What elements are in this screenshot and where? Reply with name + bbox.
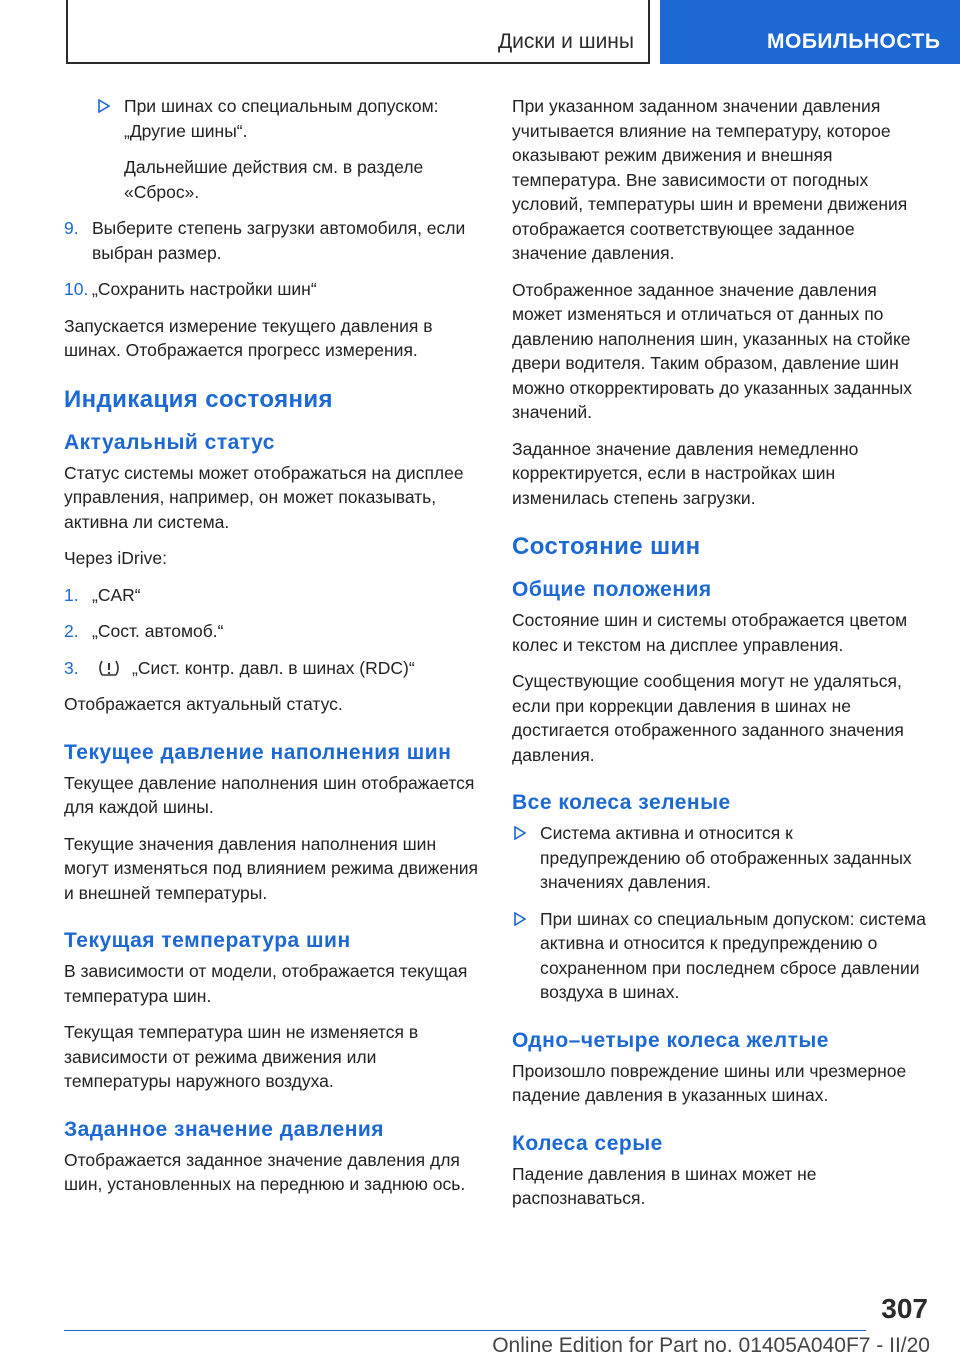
paragraph: Текущие значения давления наполнения шин могут изменяться под влиянием режима движения и внешней температуры. (64, 833, 479, 903)
heading-current-temperature: Текущая температура шин (64, 929, 351, 952)
triangle-right-icon (514, 826, 526, 840)
paragraph: Отображается актуальный статус. (64, 694, 343, 714)
heading-tire-condition: Состояние шин (512, 533, 701, 560)
header-chapter-box (66, 0, 650, 64)
heading-target-pressure: Заданное значение давления (64, 1117, 385, 1141)
bullet-subtext: Дальнейшие действия см. в разделе «Сброс». (124, 157, 424, 202)
step-text: „Сост. автомоб.“ (92, 621, 224, 641)
right-column (512, 94, 928, 1223)
step-number: 1. (64, 584, 79, 605)
step-item (64, 656, 482, 681)
step-number: 2. (64, 621, 79, 641)
heading-yellow-wheels: Одно–четыре колеса желтые (512, 1028, 829, 1052)
paragraph: Текущая температура шин не изменяется в зависимости от режима движения или температуры наружного воздуха. (64, 1022, 419, 1091)
step-item (64, 216, 482, 265)
paragraph: В зависимости от модели, отображается текущая температура шин. (64, 961, 468, 1006)
paragraph: Существующие сообщения могут не удаляться, если при коррекции давления в шинах не достигается отображенного заданного значения давления. (512, 671, 904, 765)
step-number: 9. (64, 218, 79, 238)
footer-edition: Online Edition for Part no. 01405A040F7 - II/20 (492, 1334, 930, 1357)
triangle-right-icon (98, 99, 110, 113)
paragraph: При указанном заданном значении давления учитывается влияние на температуру, которое оказывают режим движения и внешняя температура. Вне зависимости от погодных условий, температуры шин и времени движения отображается соответствующее заданное значение давления. (512, 96, 908, 263)
triangle-right-icon (514, 912, 526, 926)
chapter-title: Диски и шины (497, 30, 634, 53)
heading-actual-status: Актуальный статус (64, 430, 275, 454)
bullet-text: Система активна и относится к предупреждению об отображенных заданных значениях давления. (540, 823, 912, 892)
heading-status-display: Индикация состояния (64, 385, 333, 413)
paragraph: Отображенное заданное значение давления может изменяться и отличаться от данных по давлению наполнения шин, указанных на стойке двери водителя. Таким образом, давление шин можно откорректировать до указанных заданных значений. (512, 279, 912, 422)
paragraph: Статус системы может отображаться на дисплее управления, например, он может показывать, активна ли система. (64, 462, 464, 532)
left-column (64, 94, 482, 1209)
heading-grey-wheels: Колеса серые (512, 1131, 663, 1155)
step-number: 10. (64, 279, 89, 299)
step-text: Выберите степень загрузки автомобиля, если выбран размер. (92, 218, 466, 263)
paragraph: Состояние шин и системы отображается цветом колес и текстом на дисплее управления. (512, 610, 908, 655)
bullet-item (512, 907, 928, 1005)
page-number: 307 (881, 1293, 928, 1324)
step-text: „Сист. контр. давл. в шинах (RDC)“ (132, 657, 415, 678)
bullet-text: При шинах со специальным допуском: „Другие шины“. (124, 96, 439, 141)
paragraph: Запускается измерение текущего давления в шинах. Отображается прогресс измерения. (64, 315, 433, 360)
footer-divider (64, 1330, 866, 1331)
bullet-text: При шинах со специальным допуском: система активна и относится к предупреждению о сохраненном при последнем сбросе давлении воздуха в шинах. (540, 908, 926, 1002)
heading-general: Общие положения (512, 578, 712, 601)
tire-pressure-warning-icon (96, 658, 122, 678)
paragraph: Заданное значение давления немедленно корректируется, если в настройках шин изменилась степень загрузки. (512, 438, 859, 508)
paragraph: Текущее давление наполнения шин отображается для каждой шины. (64, 772, 475, 817)
bullet-item (512, 821, 928, 895)
step-number: 3. (64, 657, 79, 678)
paragraph: Через iDrive: (64, 548, 167, 568)
paragraph: Падение давления в шинах может не распознаваться. (512, 1163, 817, 1208)
step-item (64, 277, 482, 302)
step-item (64, 583, 482, 608)
step-text: „CAR“ (92, 584, 141, 605)
heading-current-pressure: Текущее давление наполнения шин (64, 740, 452, 764)
step-item (64, 619, 482, 644)
paragraph: Отображается заданное значение давления для шин, установленных на переднюю и заднюю ось. (64, 1149, 466, 1194)
heading-all-green: Все колеса зеленые (512, 791, 731, 814)
section-tab: МОБИЛЬНОСТЬ (660, 0, 960, 64)
paragraph: Произошло повреждение шины или чрезмерное падение давления в указанных шинах. (512, 1060, 907, 1105)
step-text: „Сохранить настройки шин“ (92, 279, 317, 299)
bullet-item (64, 94, 482, 143)
